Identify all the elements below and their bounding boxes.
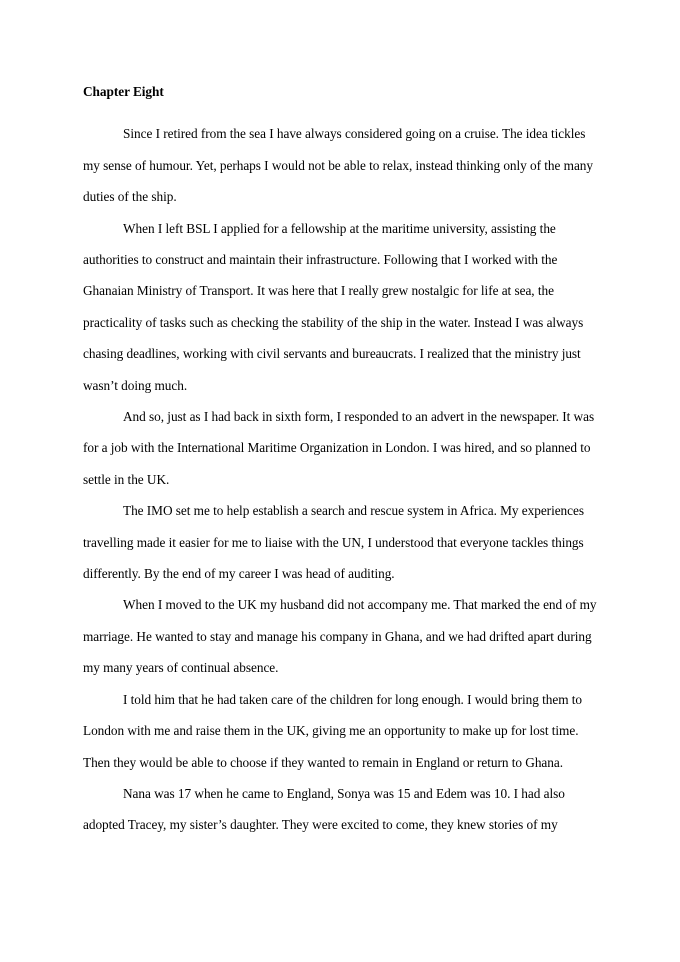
paragraph-7: Nana was 17 when he came to England, Sonya was 15 and Edem was 10. I had also adopted Tracey, my sister’s daughter. They were excited to come, they knew stories of my [83, 785, 565, 833]
chapter-title: Chapter Eight [83, 84, 164, 99]
paragraph-1: Since I retired from the sea I have always considered going on a cruise. The idea tickles my sense of humour. Yet, perhaps I would not be able to relax, instead thinking only of the many duties of the ship. [83, 126, 594, 205]
paragraph-4: The IMO set me to help establish a search and rescue system in Africa. My experiences travelling made it easier for me to liaise with the UN, I understood that everyone tackles things differently. By the end of my career I was head of auditing. [83, 503, 584, 582]
paragraph-3: And so, just as I had back in sixth form, I responded to an advert in the newspaper. It was for a job with the International Maritime Organization in London. I was hired, and so planned to settle in the UK. [83, 409, 595, 487]
document-body [83, 81, 603, 841]
paragraph-5: When I moved to the UK my husband did not accompany me. That marked the end of my marriage. He wanted to stay and manage his company in Ghana, and we had drifted apart during my many years of continual absence. [83, 597, 597, 676]
paragraph-6: I told him that he had taken care of the children for long enough. I would bring them to London with me and raise them in the UK, giving me an opportunity to make up for lost time. Then they would be able to choose if they wanted to remain in England or return to Ghana. [83, 691, 583, 770]
paragraph-2: When I left BSL I applied for a fellowship at the maritime university, assisting the authorities to construct and maintain their infrastructure. Following that I worked with the Ghanaian Ministry of Transport. It was here that I really grew nostalgic for life at sea, the practicality of tasks such as checking the stability of the ship in the water. Instead I was always chasing deadlines, working with civil servants and bureaucrats. I realized that the ministry just wasn’t doing much. [83, 220, 584, 393]
